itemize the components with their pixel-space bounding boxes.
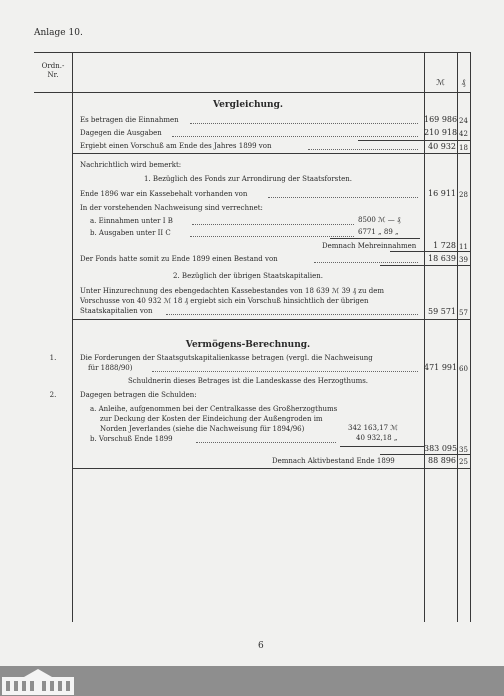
row-rule	[380, 265, 470, 266]
section-title-vermoegen: Vermögens-Berechnung.	[185, 340, 311, 350]
col-header-ordn: Ordn.-	[41, 62, 65, 70]
schuldnerin-note: Schuldnerin dieses Betrages ist die Landeskasse des Herzogthums.	[127, 377, 369, 385]
row-ausgaben-label: Dagegen die Ausgaben	[80, 129, 162, 137]
row-kassenbehalt-pf: 28	[459, 191, 468, 199]
dot-leader	[190, 236, 354, 237]
row-vorschuss-kapitalien-pf: 57	[459, 309, 468, 317]
col-header-pf: ₰	[461, 78, 466, 87]
row-forderungen-pf: 60	[459, 365, 468, 373]
dot-leader	[172, 136, 418, 137]
row-b-ausgaben-label: b. Ausgaben unter II C	[90, 229, 171, 237]
anleihe-line-2: zur Deckung der Kosten der Eindeichung der Außengroden im	[100, 415, 323, 423]
dot-leader	[152, 371, 418, 372]
row-einnahmen-label: Es betragen die Einnahmen	[80, 116, 179, 124]
table-top-rule	[34, 52, 470, 53]
dot-leader	[268, 197, 418, 198]
aktivbestand-mark: 88 896	[428, 456, 456, 465]
anleihe-line-1: a. Anleihe, aufgenommen bei der Centralkasse des Großherzogthums	[90, 405, 338, 413]
aktivbestand-label: Demnach Aktivbestand Ende 1899	[272, 457, 395, 465]
subheading-staatskapitalien: 2. Bezüglich der übrigen Staatskapitalien.	[173, 272, 323, 280]
annex-label: Anlage 10.	[34, 28, 83, 38]
paragraph-line-3: Staatskapitalien von	[80, 307, 153, 315]
row-kassenbehalt-mark: 16 911	[428, 189, 456, 198]
building-logo-icon	[2, 667, 74, 695]
subheading-arrondirung: 1. Bezüglich des Fonds zur Arrondirung der Staatsforsten.	[144, 175, 352, 183]
anleihe-line-3: Norden Jeverlandes (siehe die Nachweisung für 1894/96)	[100, 425, 305, 433]
row-einnahmen-pf: 24	[459, 117, 468, 125]
forderungen-line-2: für 1888/90)	[88, 364, 133, 372]
sub-sum-rule	[340, 446, 424, 447]
row-vorschuss-kapitalien-mark: 59 571	[428, 307, 456, 316]
row-rule	[72, 319, 470, 320]
dot-leader	[166, 314, 418, 315]
row-ausgaben-mark: 210 918	[424, 128, 458, 137]
nachweisung-intro: In der vorstehenden Nachweisung sind verrechnet:	[80, 204, 263, 212]
paragraph-line-1: Unter Hinzurechnung des ebengedachten Kassebestandes von 18 639 ℳ 39 ₰ zu dem	[80, 287, 384, 295]
col-divider-pf	[457, 52, 458, 622]
row-schulden-sum-mark: 383 095	[424, 444, 458, 453]
dot-leader	[190, 123, 418, 124]
row-mehreinnahmen-pf: 11	[459, 243, 468, 251]
row-forderungen-mark: 471 991	[424, 363, 458, 372]
anleihe-value: 342 163,17 ℳ	[348, 424, 398, 432]
row-schulden-sum-pf: 35	[459, 446, 468, 454]
row-rule	[72, 468, 470, 469]
dot-leader	[196, 442, 336, 443]
dot-leader	[308, 149, 418, 150]
row-number: 1.	[49, 354, 57, 362]
header-bottom-rule	[34, 92, 470, 93]
row-einnahmen-mark: 169 986	[424, 115, 458, 124]
col-header-mark: ℳ	[436, 78, 445, 87]
row-mehreinnahmen-mark: 1 728	[433, 241, 456, 250]
row-rule	[72, 153, 470, 154]
paragraph-line-2: Vorschusse von 40 932 ℳ 18 ₰ ergiebt sich ein Vorschuß hinsichtlich der übrigen	[80, 297, 369, 305]
row-bestand-mark: 18 639	[428, 254, 456, 263]
row-number: 2.	[49, 391, 57, 399]
sub-sum-rule	[330, 238, 420, 239]
col-divider-mark	[424, 52, 425, 622]
sum-rule	[380, 454, 470, 455]
row-vorschuss-label: Ergiebt einen Vorschuß am Ende des Jahres 1899 von	[80, 142, 272, 150]
section-title-vergleichung: Vergleichung.	[212, 100, 284, 110]
schulden-intro: Dagegen betragen die Schulden:	[80, 391, 197, 399]
vorschuss-ende-label: b. Vorschuß Ende 1899	[90, 435, 173, 443]
page-number: 6	[258, 641, 264, 651]
aktivbestand-pf: 25	[459, 458, 468, 466]
nachrichtlich-intro: Nachrichtlich wird bemerkt:	[80, 161, 182, 169]
row-a-einnahmen-label: a. Einnahmen unter I B	[90, 217, 173, 225]
row-mehreinnahmen-label: Demnach Mehreinnahmen	[322, 242, 417, 250]
sum-rule	[358, 140, 470, 141]
forderungen-line-1: Die Forderungen der Staatsgutskapitalienkasse betragen (vergl. die Nachweisung	[80, 354, 373, 362]
row-vorschuss-mark: 40 932	[428, 142, 456, 151]
dot-leader	[314, 262, 418, 263]
col-divider-end	[470, 52, 471, 622]
row-b-ausgaben-value: 6771 „ 89 „	[358, 228, 399, 236]
footer-bar	[0, 666, 504, 696]
vorschuss-ende-value: 40 932,18 „	[356, 434, 398, 442]
row-kassenbehalt-label: Ende 1896 war ein Kassebehalt vorhanden von	[80, 190, 248, 198]
col-header-nr: Nr.	[47, 71, 59, 79]
sum-rule	[390, 251, 470, 252]
row-a-einnahmen-value: 8500 ℳ — ₰	[358, 216, 401, 224]
row-ausgaben-pf: 42	[459, 130, 468, 138]
row-vorschuss-pf: 18	[459, 144, 468, 152]
row-bestand-label: Der Fonds hatte somit zu Ende 1899 einen Bestand von	[80, 255, 278, 263]
dot-leader	[192, 224, 354, 225]
col-divider-nr	[72, 52, 73, 622]
row-bestand-pf: 39	[459, 256, 468, 264]
